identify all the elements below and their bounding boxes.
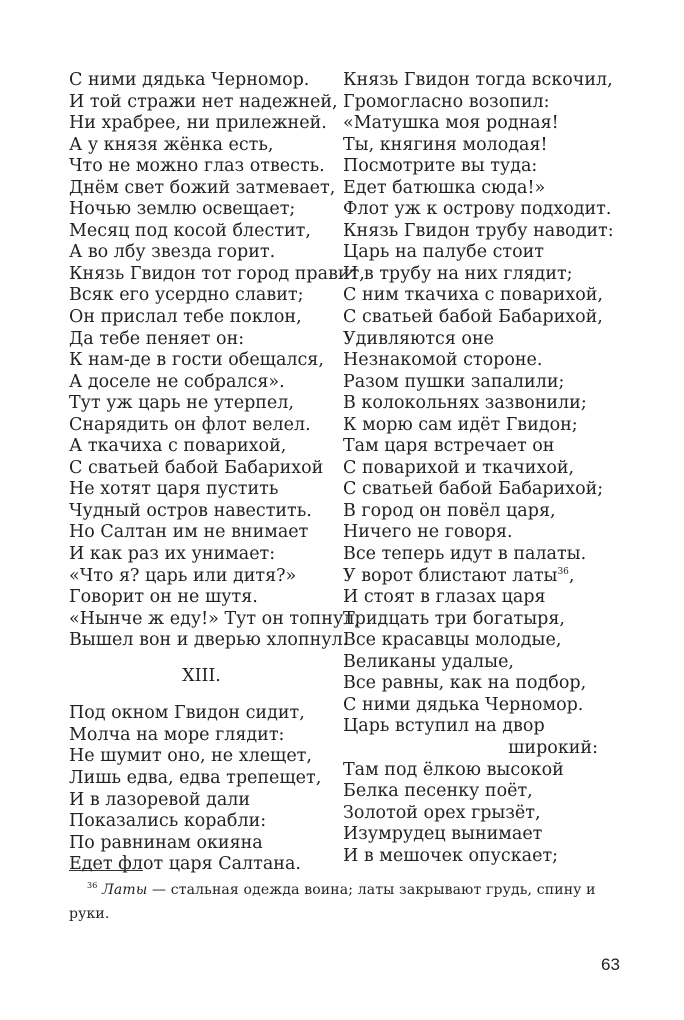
verse-line: Что не можно глаз отвесть. (69, 156, 325, 177)
footnote-marker: 36 (87, 881, 98, 890)
verse-line: Изумрудец вынимает (343, 824, 543, 845)
verse-line: Ничего не говоря. (343, 522, 513, 543)
verse-line: Все красавцы молодые, (343, 630, 562, 651)
verse-line: Молча на море глядит: (69, 724, 285, 745)
verse-line: С сватьей бабой Бабарихой, (343, 307, 603, 328)
footnote-term: Латы (102, 882, 148, 898)
verse-line: Да тебе пеняет он: (69, 328, 245, 349)
verse-line: Там под ёлкою высокой (343, 759, 564, 780)
verse-line: С ними дядька Черномор. (69, 70, 310, 90)
verse-line: Удивляются оне (343, 328, 494, 349)
verse-line: Громогласно возопил: (343, 91, 550, 112)
verse-line: А доселе не собрался». (69, 371, 285, 392)
verse-line: И в лазоревой дали (69, 789, 251, 810)
verse-line: Днём свет божий затмевает, (69, 177, 336, 198)
verse-line: С ним ткачиха с поварихой, (343, 285, 603, 306)
footnote-divider (69, 870, 143, 871)
verse-line: А у князя жёнка есть, (69, 134, 274, 155)
footnote-text: — стальная одежда воина; латы закрывают грудь, спину и руки. (69, 882, 596, 922)
footnote (69, 878, 617, 926)
verse-line: Вышел вон и дверью хлопнул. (69, 630, 349, 651)
verse-line: «Что я? царь или дитя?» (69, 565, 297, 586)
verse-line: В город он повёл царя, (343, 500, 556, 521)
poem-right-column (343, 70, 614, 867)
verse-line: С ними дядька Черномор. (343, 694, 584, 715)
verse-line: Там царя встречает он (343, 436, 555, 457)
verse-line: Под окном Гвидон сидит, (69, 703, 305, 724)
verse-line: Показались корабли: (69, 811, 267, 832)
verse-line: Все равны, как на подбор, (343, 673, 587, 694)
verse-line: Ночью землю освещает; (69, 199, 296, 220)
verse-line: Князь Гвидон трубу наводит: (343, 220, 614, 241)
verse-line-continuation: широкий: (508, 737, 598, 758)
verse-line: Белка песенку поёт, (343, 781, 533, 802)
verse-line: Флот уж к острову подходит. (343, 199, 612, 220)
verse-line: И стоят в глазах царя (343, 587, 546, 608)
verse-line: Едет флот царя Салтана. (69, 854, 301, 875)
verse-line: К морю сам идёт Гвидон; (343, 414, 578, 435)
poem-left-column (69, 70, 365, 876)
verse-line: Великаны удалые, (343, 651, 514, 672)
verse-line: Не хотят царя пустить (69, 479, 279, 500)
verse-line: К нам-де в гости обещался, (69, 350, 324, 371)
stanza-a (69, 70, 365, 652)
verse-line: Незнакомой стороне. (343, 350, 543, 371)
verse-line: Снарядить он флот велел. (69, 414, 311, 435)
verse-line: А ткачиха с поварихой, (69, 436, 287, 457)
verse-line: Разом пушки запалили; (343, 371, 565, 392)
verse-line: Тридцать три богатыря, (343, 608, 565, 629)
verse-line: Чудный остров навестить. (69, 500, 312, 521)
verse-line: И в трубу на них глядит; (343, 263, 573, 284)
verse-line: Он прислал тебе поклон, (69, 307, 302, 328)
verse-line: Тут уж царь не утерпел, (69, 393, 294, 414)
verse-line: Но Салтан им не внимает (69, 522, 309, 543)
verse-line: «Нынче ж еду!» Тут он топнул, (69, 608, 360, 629)
footnote-reference[interactable]: 36 (557, 566, 569, 577)
verse-line: С сватьей бабой Бабарихой (69, 457, 324, 478)
stanza-b (69, 703, 334, 875)
section-heading: XIII. (182, 665, 221, 686)
verse-line: По равнинам окияна (69, 832, 263, 853)
verse-line: В колокольнях зазвонили; (343, 393, 587, 414)
verse-line: Едет батюшка сюда!» (343, 177, 546, 198)
verse-line: Царь на палубе стоит (343, 242, 544, 263)
verse-line: Говорит он не шутя. (69, 587, 258, 608)
verse-line: Не шумит оно, не хлещет, (69, 746, 312, 767)
verse-line: Всяк его усердно славит; (69, 285, 304, 306)
verse-line: Посмотрите вы туда: (343, 156, 538, 177)
verse-line: Месяц под косой блестит, (69, 220, 311, 241)
verse-line: «Матушка моя родная! (343, 113, 559, 134)
verse-line: С поварихой и ткачихой, (343, 457, 575, 478)
verse-line: И той стражи нет надежней, (69, 91, 338, 112)
verse-line-with-footnote (343, 566, 598, 588)
verse-line: А во лбу звезда горит. (69, 242, 276, 263)
verse-text: У ворот блистают латы (343, 565, 558, 586)
verse-line: Ты, княгиня молодая! (343, 134, 548, 155)
page-number: 63 (601, 955, 620, 974)
verse-line: Князь Гвидон тогда вскочил, (343, 70, 613, 90)
verse-line: Ни храбрее, ни прилежней. (69, 113, 327, 134)
verse-line: И как раз их унимает: (69, 544, 276, 565)
verse-line: Золотой орех грызёт, (343, 802, 541, 823)
verse-line: С сватьей бабой Бабарихой; (343, 479, 604, 500)
verse-line: Царь вступил на двор (343, 716, 545, 737)
verse-line: Все теперь идут в палаты. (343, 544, 587, 565)
verse-punctuation: , (568, 565, 575, 586)
verse-line: Князь Гвидон тот город правит, (69, 263, 365, 284)
verse-line: Лишь едва, едва трепещет, (69, 767, 322, 788)
verse-line: И в мешочек опускает; (343, 845, 559, 866)
